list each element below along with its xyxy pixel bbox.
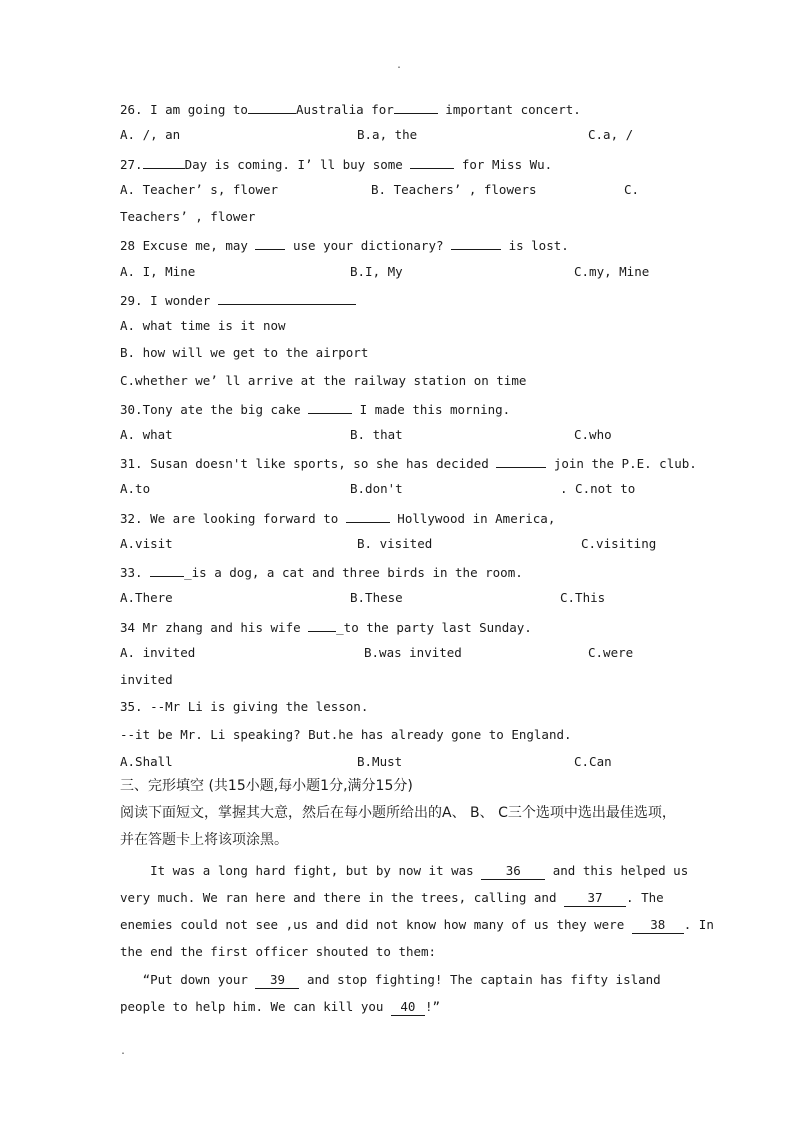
question-30: 30.Tony ate the big cake I made this morning.	[120, 402, 511, 417]
blank-38: 38	[632, 917, 684, 934]
passage-line-6: people to help him. We can kill you 40 !”	[120, 999, 440, 1014]
question-28: 28 Excuse me, may use your dictionary? is lost.	[120, 238, 569, 253]
passage-line-2: very much. We ran here and there in the trees, calling and 37 . The	[120, 890, 664, 905]
question-26: 26. I am going to Australia for important concert.	[120, 102, 581, 117]
q29-option-c: C.whether we’ ll arrive at the railway station on time	[120, 373, 527, 388]
q27-option-a: A. Teacher’ s, flower	[120, 182, 279, 197]
q28-option-c: C.my, Mine	[574, 264, 650, 279]
question-35: 35. --Mr Li is giving the lesson.	[120, 699, 369, 714]
q34-option-c: C.were	[588, 645, 634, 660]
blank-36: 36	[481, 863, 545, 880]
q32-option-c: C.visiting	[581, 536, 657, 551]
section-heading: 三、完形填空 (共15小题,每小题1分,满分15分)	[120, 778, 413, 794]
q33-option-a: A.There	[120, 590, 173, 605]
blank-40: 40	[391, 999, 425, 1016]
q35-option-b: B.Must	[357, 754, 403, 769]
q32-option-a: A.visit	[120, 536, 173, 551]
blank-37: 37	[564, 890, 626, 907]
q26-option-b: B.a, the	[357, 127, 418, 142]
q35-option-c: C.Can	[574, 754, 612, 769]
passage-line-4: the end the first officer shouted to them:	[120, 944, 437, 959]
q29-option-a: A. what time is it now	[120, 318, 286, 333]
question-31: 31. Susan doesn't like sports, so she has decided join the P.E. club.	[120, 456, 697, 471]
q33-option-b: B.These	[350, 590, 403, 605]
q30-option-a: A. what	[120, 427, 173, 442]
question-29: 29. I wonder	[120, 291, 356, 309]
q29-option-b: B. how will we get to the airport	[120, 345, 369, 360]
q28-option-b: B.I, My	[350, 264, 403, 279]
q27-option-b: B. Teachers’ , flowers	[371, 182, 537, 197]
q27-option-c: C.	[624, 182, 640, 197]
q31-option-c: . C.not to	[560, 481, 636, 496]
q31-option-a: A.to	[120, 481, 151, 496]
question-33: 33. _is a dog, a cat and three birds in the room.	[120, 565, 523, 580]
question-34: 34 Mr zhang and his wife _to the party last Sunday.	[120, 620, 532, 635]
q35-option-a: A.Shall	[120, 754, 173, 769]
q26-option-c: C.a, /	[588, 127, 634, 142]
page-mark-top: .	[396, 60, 403, 71]
q32-option-b: B. visited	[357, 536, 433, 551]
q33-option-c: C.This	[560, 590, 606, 605]
question-35-line-2: --it be Mr. Li speaking? But.he has already gone to England.	[120, 727, 572, 742]
q30-option-c: C.who	[574, 427, 612, 442]
question-27: 27. Day is coming. I’ ll buy some for Miss Wu.	[120, 157, 553, 172]
q27-option-c-text: Teachers’ , flower	[120, 209, 256, 224]
blank-39: 39	[255, 972, 299, 989]
passage-line-1: It was a long hard fight, but by now it was 36 and this helped us	[120, 863, 689, 878]
q28-option-a: A. I, Mine	[120, 264, 196, 279]
q31-option-b: B.don't	[350, 481, 403, 496]
question-32: 32. We are looking forward to Hollywood in America,	[120, 511, 556, 526]
q34-option-b: B.was invited	[364, 645, 462, 660]
section-instruction: 阅读下面短文，掌握其大意，然后在每小题所给出的A、 B、 C三个选项中选出最佳选项，	[120, 805, 676, 821]
q34-option-c-text: invited	[120, 672, 173, 687]
section-instruction-2: 并在答题卡上将该项涂黑。	[120, 832, 288, 848]
q30-option-b: B. that	[350, 427, 403, 442]
q26-option-a: A. /, an	[120, 127, 181, 142]
passage-line-3: enemies could not see ,us and did not know how many of us they were 38 . In	[120, 917, 714, 932]
passage-line-5: “Put down your 39 and stop fighting! The captain has fifty island	[120, 972, 661, 987]
q34-option-a: A. invited	[120, 645, 196, 660]
page-mark-bottom: .	[120, 1046, 127, 1057]
